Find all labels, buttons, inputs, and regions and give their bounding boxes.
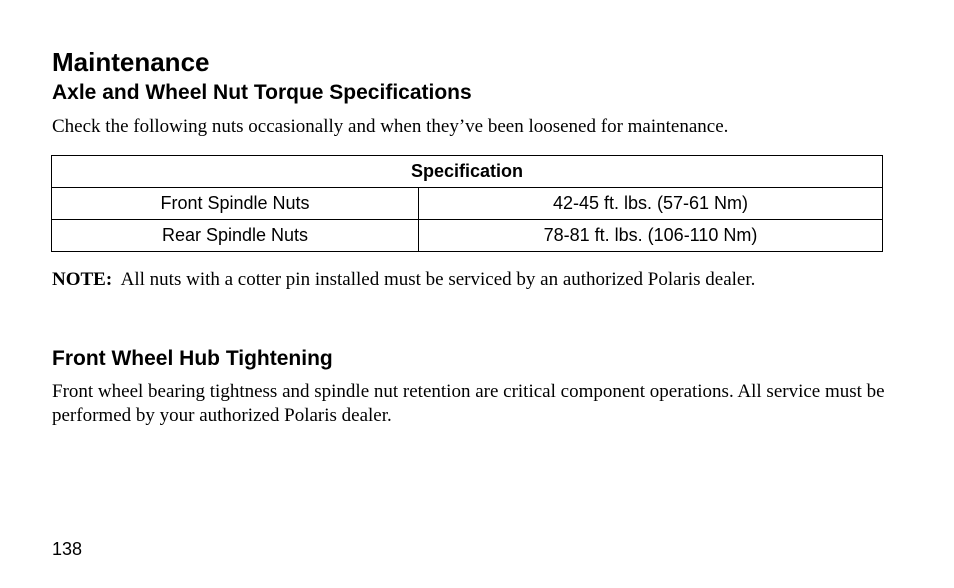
table-header-specification: Specification bbox=[52, 156, 883, 188]
table-cell-part: Rear Spindle Nuts bbox=[52, 220, 419, 252]
page-title: Maintenance bbox=[52, 47, 210, 77]
page-number: 138 bbox=[52, 539, 83, 559]
table-cell-torque: 42-45 ft. lbs. (57-61 Nm) bbox=[419, 188, 883, 220]
hub-tightening-heading: Front Wheel Hub Tightening bbox=[52, 347, 333, 370]
table-cell-torque: 78-81 ft. lbs. (106-110 Nm) bbox=[419, 220, 883, 252]
axle-torque-heading: Axle and Wheel Nut Torque Specifications bbox=[52, 81, 472, 104]
torque-spec-table bbox=[51, 155, 883, 252]
table-cell-part: Front Spindle Nuts bbox=[52, 188, 419, 220]
note-paragraph bbox=[52, 268, 902, 292]
note-text: All nuts with a cotter pin installed must be serviced by an authorized Polaris dealer. bbox=[120, 269, 756, 290]
hub-tightening-text: Front wheel bearing tightness and spindle nut retention are critical component operations. All service must be performed by your authorized Polaris dealer. bbox=[52, 381, 885, 426]
table-row bbox=[52, 220, 883, 252]
table-row bbox=[52, 188, 883, 220]
note-label: NOTE: bbox=[52, 269, 113, 290]
table-header-row bbox=[52, 156, 883, 188]
axle-intro-text: Check the following nuts occasionally and when they’ve been loosened for maintenance. bbox=[52, 116, 729, 137]
